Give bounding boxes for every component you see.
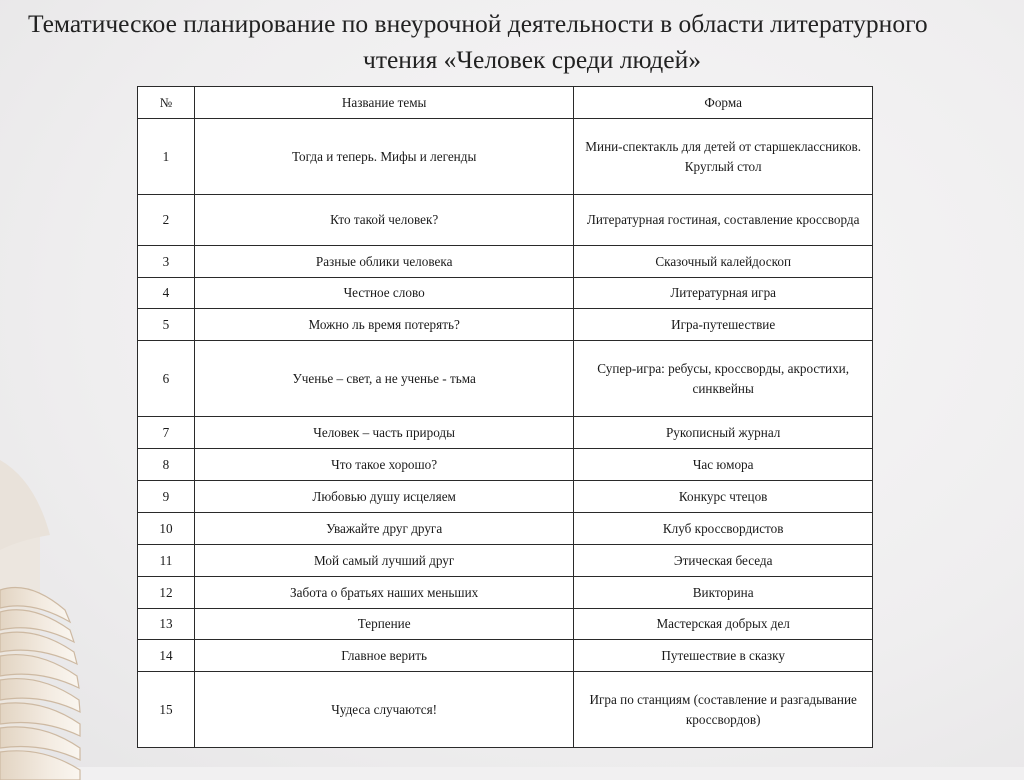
table-row xyxy=(138,278,873,309)
table-row xyxy=(138,341,873,417)
table-row xyxy=(138,417,873,449)
row-number: 6 xyxy=(138,341,195,417)
row-number: 11 xyxy=(138,545,195,577)
table-row xyxy=(138,481,873,513)
row-form: Сказочный калейдоскоп xyxy=(574,246,873,278)
row-topic: Терпение xyxy=(194,609,573,640)
row-number: 13 xyxy=(138,609,195,640)
table-header-row xyxy=(138,87,873,119)
row-topic: Любовью душу исцеляем xyxy=(194,481,573,513)
table-row xyxy=(138,545,873,577)
row-form: Рукописный журнал xyxy=(574,417,873,449)
row-form: Викторина xyxy=(574,577,873,609)
row-topic: Человек – часть природы xyxy=(194,417,573,449)
table-row xyxy=(138,309,873,341)
row-topic: Мой самый лучший друг xyxy=(194,545,573,577)
row-topic: Можно ль время потерять? xyxy=(194,309,573,341)
row-topic: Ученье – свет, а не ученье - тьма xyxy=(194,341,573,417)
row-number: 1 xyxy=(138,119,195,195)
title-line-2: чтения «Человек среди людей» xyxy=(363,45,701,74)
table-row xyxy=(138,246,873,278)
column-header-topic: Название темы xyxy=(194,87,573,119)
planning-table xyxy=(137,86,873,748)
title-line-1: Тематическое планирование по внеурочной деятельности в области литературного xyxy=(28,9,928,38)
row-topic: Тогда и теперь. Мифы и легенды xyxy=(194,119,573,195)
table-row xyxy=(138,640,873,672)
table-row xyxy=(138,513,873,545)
row-form: Литературная гостиная, составление кроссворда xyxy=(574,195,873,246)
open-book-pages-icon xyxy=(0,440,120,780)
row-topic: Уважайте друг друга xyxy=(194,513,573,545)
row-number: 14 xyxy=(138,640,195,672)
row-form: Клуб кроссвордистов xyxy=(574,513,873,545)
row-number: 8 xyxy=(138,449,195,481)
row-number: 15 xyxy=(138,672,195,748)
row-topic: Главное верить xyxy=(194,640,573,672)
table-row xyxy=(138,672,873,748)
row-form: Путешествие в сказку xyxy=(574,640,873,672)
row-form: Игра по станциям (составление и разгадывание кроссвордов) xyxy=(574,672,873,748)
row-form: Этическая беседа xyxy=(574,545,873,577)
table-row xyxy=(138,609,873,640)
row-topic: Забота о братьях наших меньших xyxy=(194,577,573,609)
table-row xyxy=(138,577,873,609)
row-number: 10 xyxy=(138,513,195,545)
row-topic: Кто такой человек? xyxy=(194,195,573,246)
row-form: Мастерская добрых дел xyxy=(574,609,873,640)
row-number: 2 xyxy=(138,195,195,246)
row-form: Игра-путешествие xyxy=(574,309,873,341)
table-row xyxy=(138,119,873,195)
book-pages-graphic xyxy=(0,440,120,780)
row-number: 9 xyxy=(138,481,195,513)
row-form: Час юмора xyxy=(574,449,873,481)
row-form: Супер-игра: ребусы, кроссворды, акростихи, синквейны xyxy=(574,341,873,417)
row-number: 3 xyxy=(138,246,195,278)
row-number: 5 xyxy=(138,309,195,341)
table-row xyxy=(138,449,873,481)
row-topic: Чудеса случаются! xyxy=(194,672,573,748)
row-number: 12 xyxy=(138,577,195,609)
row-number: 4 xyxy=(138,278,195,309)
table-row xyxy=(138,195,873,246)
row-form: Конкурс чтецов xyxy=(574,481,873,513)
row-topic: Что такое хорошо? xyxy=(194,449,573,481)
row-form: Мини-спектакль для детей от старшеклассников. Круглый стол xyxy=(574,119,873,195)
row-topic: Честное слово xyxy=(194,278,573,309)
column-header-number: № xyxy=(138,87,195,119)
row-number: 7 xyxy=(138,417,195,449)
row-topic: Разные облики человека xyxy=(194,246,573,278)
column-header-form: Форма xyxy=(574,87,873,119)
row-form: Литературная игра xyxy=(574,278,873,309)
